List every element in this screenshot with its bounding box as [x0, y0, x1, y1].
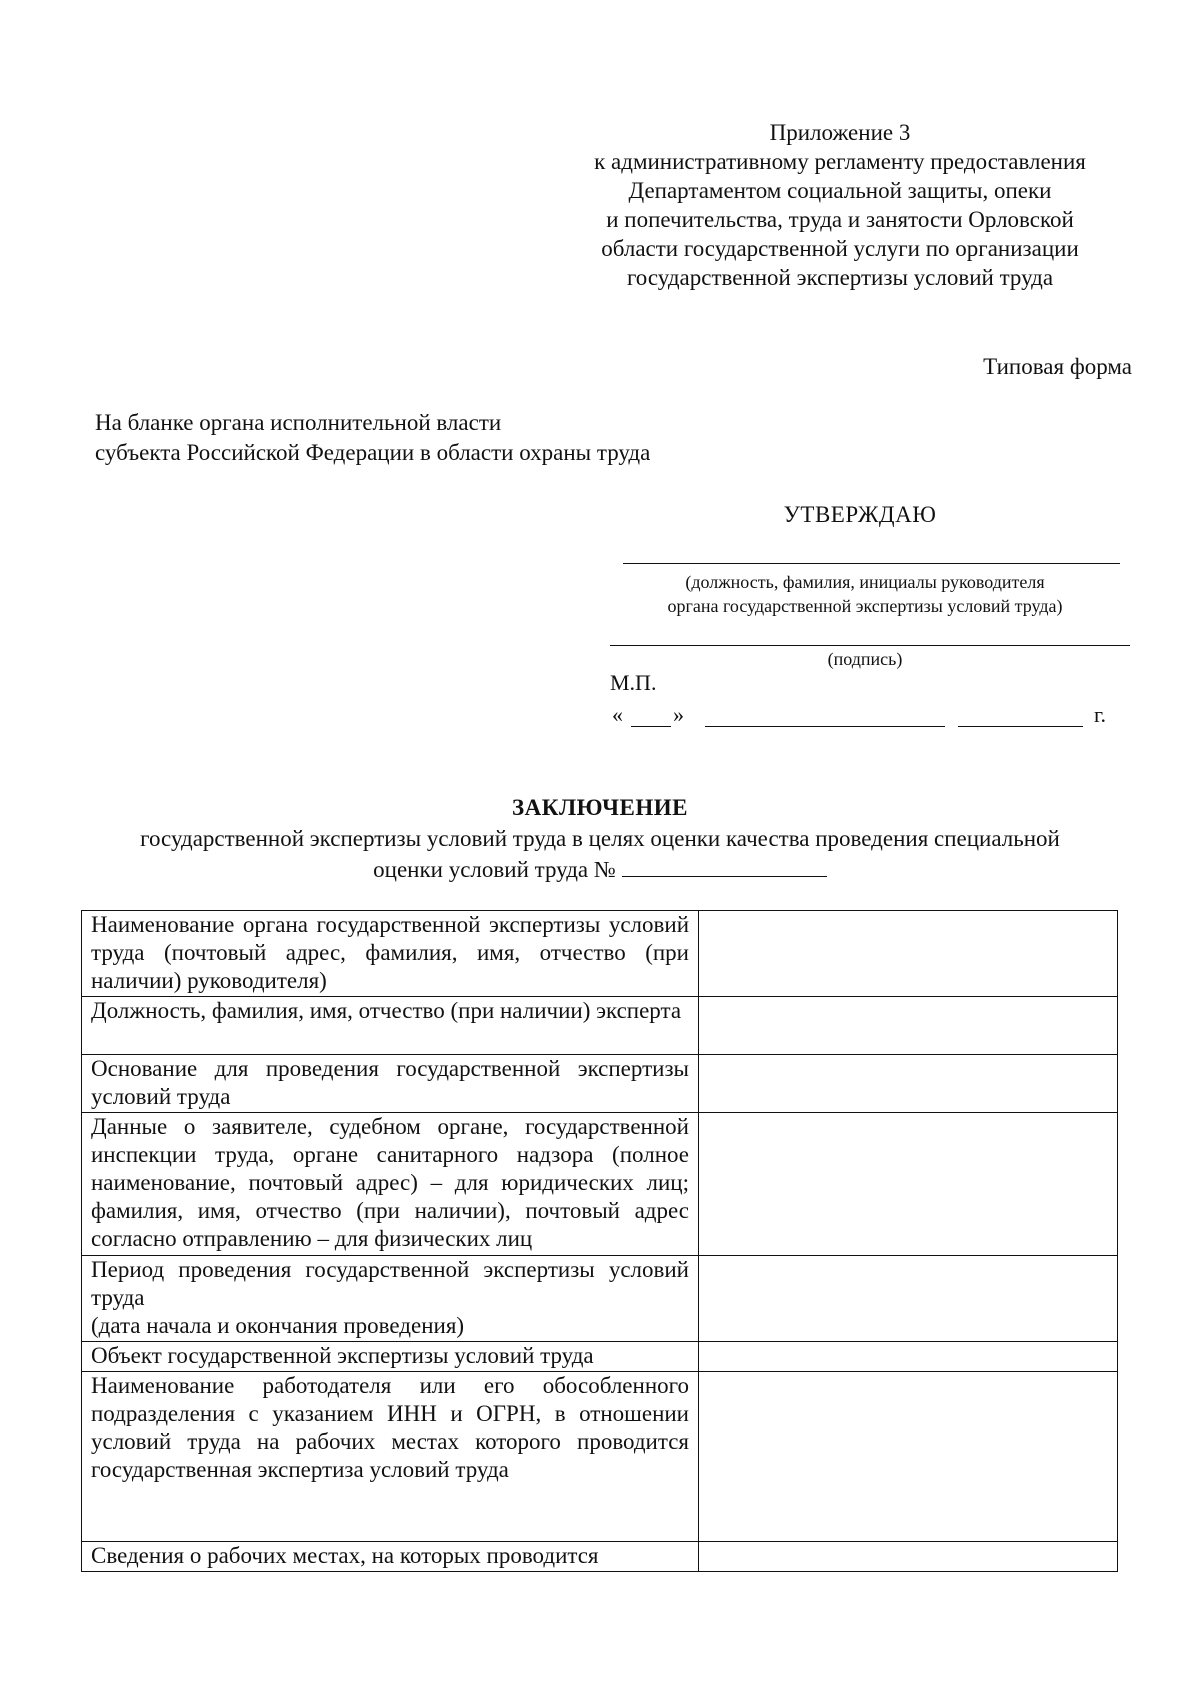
appendix-line: и попечительства, труда и занятости Орловской: [606, 207, 1074, 232]
form-type-label: Типовая форма: [983, 354, 1132, 379]
conclusion-title: ЗАКЛЮЧЕНИЕ: [512, 795, 688, 820]
table-row: [82, 1113, 1118, 1256]
position-caption-line: (должность, фамилия, инициалы руководителя: [685, 572, 1045, 592]
row-label: Объект государственной экспертизы условий труда: [82, 1342, 699, 1372]
date-year-line[interactable]: [958, 726, 1083, 727]
row-value[interactable]: [699, 1542, 1118, 1572]
appendix-line: области государственной услуги по организации: [601, 236, 1079, 261]
row-value[interactable]: [699, 911, 1118, 997]
appendix-line: Департаментом социальной защиты, опеки: [628, 178, 1052, 203]
table-row: [82, 1256, 1118, 1342]
table-row: [82, 1342, 1118, 1372]
date-open-quote: «: [612, 702, 623, 727]
signature-caption: (подпись): [827, 649, 903, 669]
conclusion-form-table: [81, 910, 1118, 1572]
conclusion-subtitle-line2: [0, 854, 1200, 885]
position-caption-line: органа государственной экспертизы условий труда): [667, 596, 1063, 616]
row-value[interactable]: [699, 1113, 1118, 1256]
conclusion-subtitle-line1: государственной экспертизы условий труда в целях оценки качества проведения специальной: [140, 826, 1060, 851]
date-close-quote: »: [673, 702, 684, 727]
position-caption: [615, 570, 1115, 618]
table-row: [82, 911, 1118, 997]
conclusion-subtitle: [0, 824, 1200, 885]
date-month-line[interactable]: [705, 726, 945, 727]
appendix-line: государственной экспертизы условий труда: [626, 265, 1054, 290]
row-value[interactable]: [699, 997, 1118, 1055]
row-label-extra: (дата начала и окончания проведения): [91, 1313, 465, 1338]
table-row: [82, 1372, 1118, 1542]
table-row: [82, 997, 1118, 1055]
date-day-line[interactable]: [631, 726, 671, 727]
date-year-suffix: г.: [1094, 702, 1107, 727]
conclusion-number-label: оценки условий труда №: [373, 857, 616, 882]
row-label: Должность, фамилия, имя, отчество (при наличии) эксперта: [82, 997, 699, 1055]
appendix-line: к административному регламенту предоставления: [594, 149, 1086, 174]
row-label: Сведения о рабочих местах, на которых проводится: [82, 1542, 699, 1572]
row-value[interactable]: [699, 1256, 1118, 1342]
approval-heading: УТВЕРЖДАЮ: [783, 502, 937, 527]
row-value[interactable]: [699, 1055, 1118, 1113]
row-label: Период проведения государственной экспертизы условий труда: [91, 1257, 689, 1310]
seal-label: М.П.: [610, 670, 657, 695]
appendix-header: [560, 118, 1120, 292]
approval-date: [610, 702, 1120, 732]
signature-line[interactable]: [610, 645, 1130, 646]
position-name-line[interactable]: [623, 563, 1120, 564]
appendix-line: Приложение 3: [769, 120, 911, 145]
row-value[interactable]: [699, 1372, 1118, 1542]
row-label: Данные о заявителе, судебном органе, государственной инспекции труда, органе санитарного надзора (полное наименование, почтовый адрес) – для юридических лиц; фамилия, имя, отчество (при наличии), почтовый адрес согласно отправлению – для физических лиц: [82, 1113, 699, 1256]
row-label: Наименование органа государственной экспертизы условий труда (почтовый адрес, фамилия, имя, отчество (при наличии) руководителя): [82, 911, 699, 997]
conclusion-number-field[interactable]: [622, 854, 827, 877]
row-label: Наименование работодателя или его обособленного подразделения с указанием ИНН и ОГРН, в отношении условий труда на рабочих местах которого проводится государственная экспертиза условий труда: [82, 1372, 699, 1542]
letterhead-line: На бланке органа исполнительной власти: [95, 410, 502, 435]
row-label: Основание для проведения государственной экспертизы условий труда: [82, 1055, 699, 1113]
letterhead-line: субъекта Российской Федерации в области охраны труда: [95, 440, 651, 465]
letterhead-note: [95, 408, 650, 468]
table-row: [82, 1055, 1118, 1113]
row-value[interactable]: [699, 1342, 1118, 1372]
table-row: [82, 1542, 1118, 1572]
row-label-cell: [82, 1256, 699, 1342]
